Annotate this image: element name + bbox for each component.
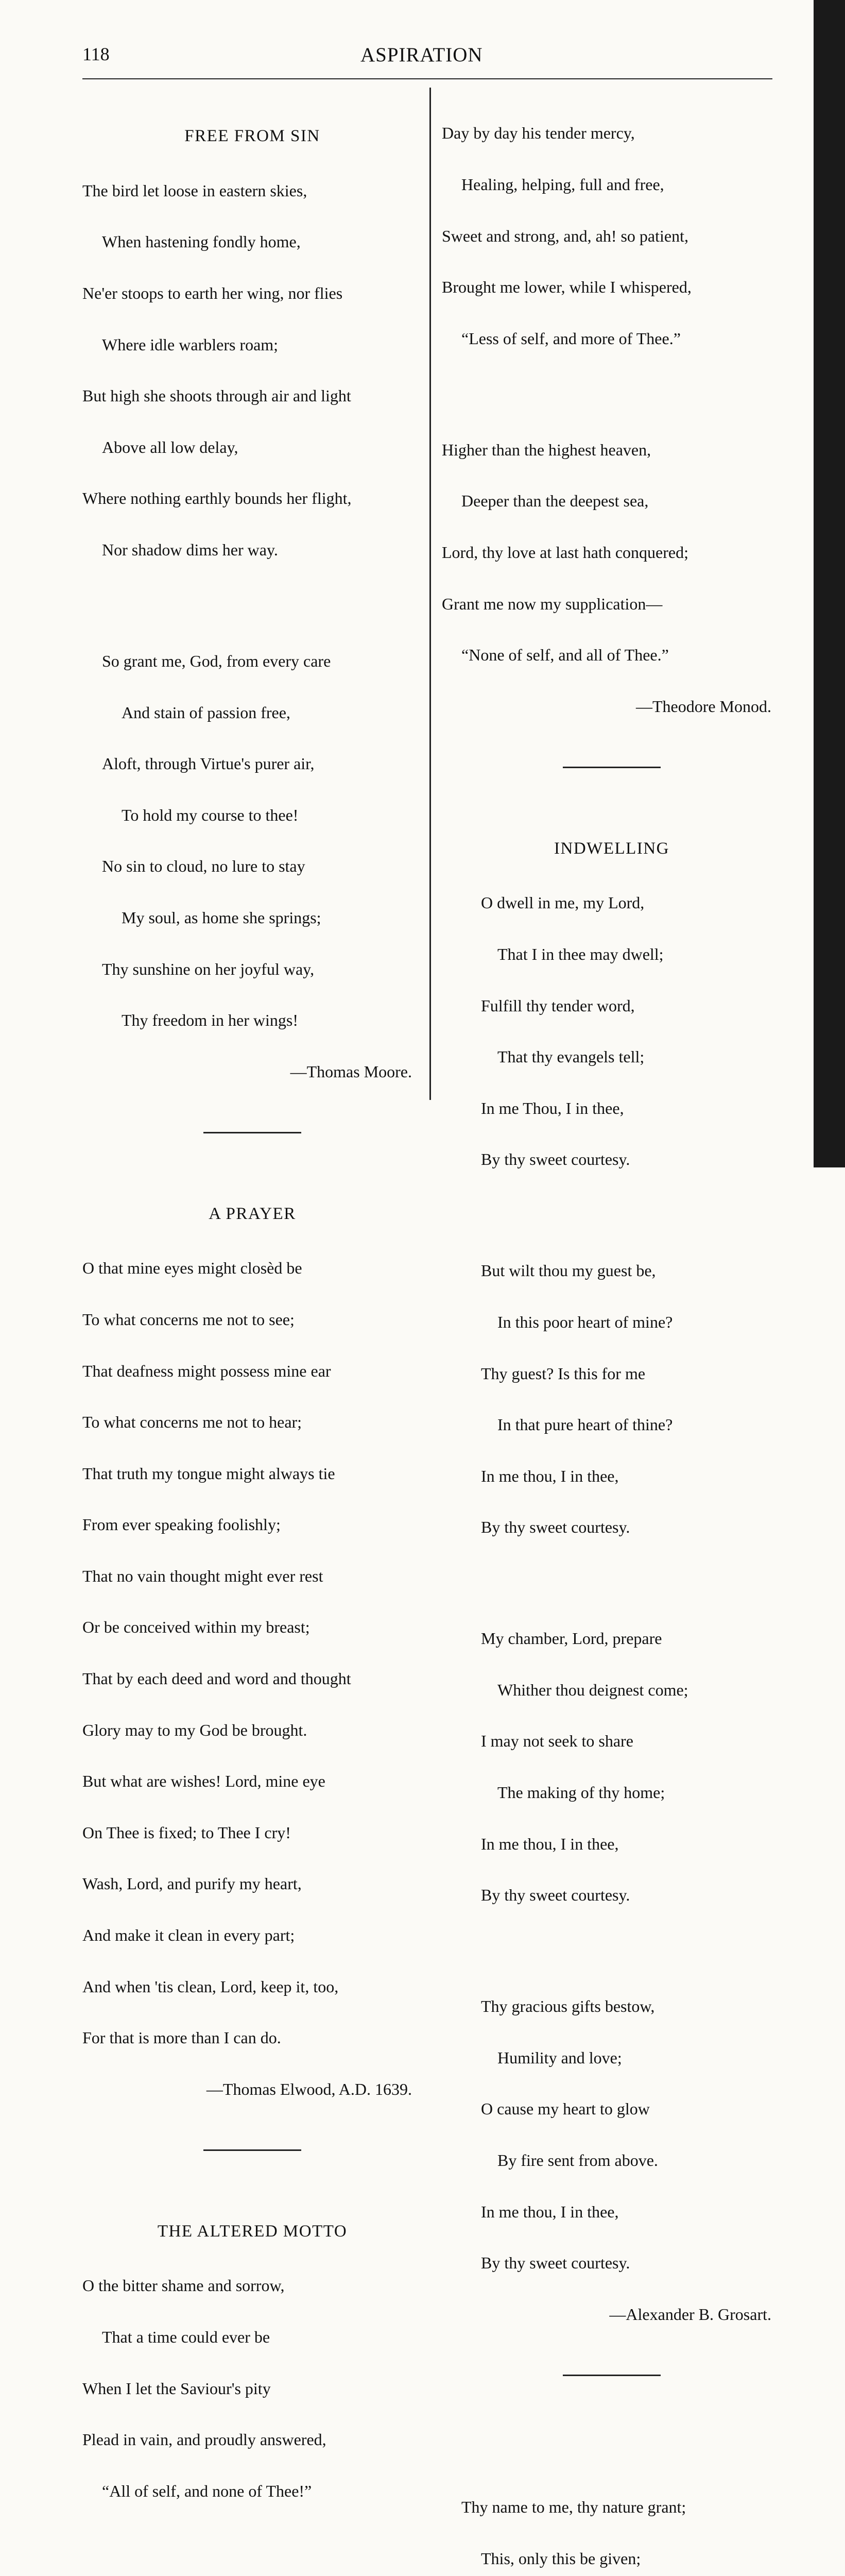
verse-line: “None of self, and all of Thee.” [461,646,669,665]
verse-line: And make it clean in every part; [82,1926,295,1945]
verse-line: By thy sweet courtesy. [481,2253,630,2273]
verse-line: Thy gracious gifts bestow, [481,1997,655,2016]
verse-line: Thy name to me, thy nature grant; [461,2498,686,2517]
verse-line: And when 'tis clean, Lord, keep it, too, [82,1977,339,1996]
verse-line: And stain of passion free, [122,703,290,722]
verse-line: Healing, helping, full and free, [461,175,664,194]
verse-line: That by each deed and word and thought [82,1669,351,1688]
verse-line: Wash, Lord, and purify my heart, [82,1874,302,1893]
poem-title-altered-motto: THE ALTERED MOTTO [157,2222,348,2241]
verse-line: I may not seek to share [481,1732,633,1751]
verse-line: Day by day his tender mercy, [442,124,635,143]
verse-line: In that pure heart of thine? [497,1415,673,1434]
attribution: —Theodore Monod. [635,697,771,716]
verse-line: My soul, as home she springs; [122,908,321,927]
scan-edge [814,0,845,1167]
verse-line: O cause my heart to glow [481,2099,650,2119]
verse-line: To hold my course to thee! [122,805,299,824]
section-separator [563,767,661,768]
verse-line: Lord, thy love at last hath conquered; [442,543,688,562]
verse-line: So grant me, God, from every care [102,651,331,670]
verse-line: Glory may to my God be brought. [82,1720,307,1739]
verse-line: To what concerns me not to see; [82,1310,295,1329]
verse-line: O dwell in me, my Lord, [481,893,645,912]
verse-line: Thy freedom in her wings! [122,1011,299,1030]
verse-line: O that mine eyes might closèd be [82,1259,302,1278]
verse-line: But high she shoots through air and light [82,386,351,405]
verse-line: That a time could ever be [102,2328,270,2347]
verse-line: No sin to cloud, no lure to stay [102,857,305,876]
attribution: —Thomas Elwood, A.D. 1639. [206,2079,412,2098]
verse-line: When I let the Saviour's pity [82,2379,271,2398]
verse-line: By thy sweet courtesy. [481,1518,630,1537]
verse-line: That I in thee may dwell; [497,944,664,963]
poem-title-a-prayer: A PRAYER [209,1204,296,1223]
verse-line: That truth my tongue might always tie [82,1464,335,1483]
verse-line: To what concerns me not to hear; [82,1413,302,1432]
poem-title-indwelling: INDWELLING [554,839,669,858]
verse-line: “All of self, and none of Thee!” [102,2481,312,2500]
page-number: 118 [82,44,110,64]
verse-line: By thy sweet courtesy. [481,1150,630,1169]
verse-line: In me thou, I in thee, [481,2202,619,2221]
verse-line: From ever speaking foolishly; [82,1515,281,1534]
verse-line: Humility and love; [497,2048,622,2067]
verse-line: Higher than the highest heaven, [442,440,651,459]
verse-line: Plead in vain, and proudly answered, [82,2430,326,2449]
left-column [82,91,422,2576]
verse-line: In this poor heart of mine? [497,1312,673,1331]
verse-line: When hastening fondly home, [102,232,301,251]
verse-line: By fire sent from above. [497,2151,658,2170]
verse-line: Aloft, through Virtue's purer air, [102,754,315,773]
verse-line: Grant me now my supplication— [442,594,663,613]
verse-line: In me Thou, I in thee, [481,1098,624,1117]
header-rule [82,78,772,79]
column-divider [429,88,431,1100]
verse-line: That no vain thought might ever rest [82,1566,323,1585]
verse-line: In me thou, I in thee, [481,1834,619,1853]
verse-line: Nor shadow dims her way. [102,540,278,559]
verse-line: Thy guest? Is this for me [481,1364,646,1383]
verse-line: Ne'er stoops to earth her wing, nor flies [82,284,343,302]
verse-line: Or be conceived within my breast; [82,1618,310,1637]
verse-line: The making of thy home; [497,1783,665,1802]
verse-line: That thy evangels tell; [497,1047,645,1066]
verse-line: Brought me lower, while I whispered, [442,278,692,297]
verse-line: Where nothing earthly bounds her flight, [82,489,352,508]
attribution: —Thomas Moore. [290,1062,412,1081]
verse-line: Where idle warblers roam; [102,335,279,354]
verse-line: “Less of self, and more of Thee.” [461,329,681,348]
poem-title-free-from-sin: FREE FROM SIN [184,127,320,146]
verse-line: My chamber, Lord, prepare [481,1629,662,1648]
verse-line: This, only this be given; [481,2549,641,2568]
verse-line: Sweet and strong, and, ah! so patient, [442,226,688,245]
verse-line: Whither thou deignest come; [497,1680,688,1699]
running-head: ASPIRATION [360,44,483,66]
section-separator [563,2375,661,2376]
right-column [442,91,782,2576]
verse-line: But wilt thou my guest be, [481,1261,656,1280]
verse-line: O the bitter shame and sorrow, [82,2276,285,2295]
section-separator [203,1132,301,1133]
verse-line: In me thou, I in thee, [481,1466,619,1485]
verse-line: Thy sunshine on her joyful way, [102,959,315,978]
verse-line: Deeper than the deepest sea, [461,492,649,511]
verse-line: On Thee is fixed; to Thee I cry! [82,1823,291,1842]
verse-line: The bird let loose in eastern skies, [82,181,307,200]
verse-line: But what are wishes! Lord, mine eye [82,1772,325,1791]
attribution: —Alexander B. Grosart. [609,2304,771,2324]
section-separator [203,2149,301,2151]
verse-line: For that is more than I can do. [82,2028,281,2047]
verse-line: Above all low delay, [102,437,238,456]
verse-line: By thy sweet courtesy. [481,1886,630,1905]
verse-line: Fulfill thy tender word, [481,996,635,1015]
verse-line: That deafness might possess mine ear [82,1361,331,1380]
